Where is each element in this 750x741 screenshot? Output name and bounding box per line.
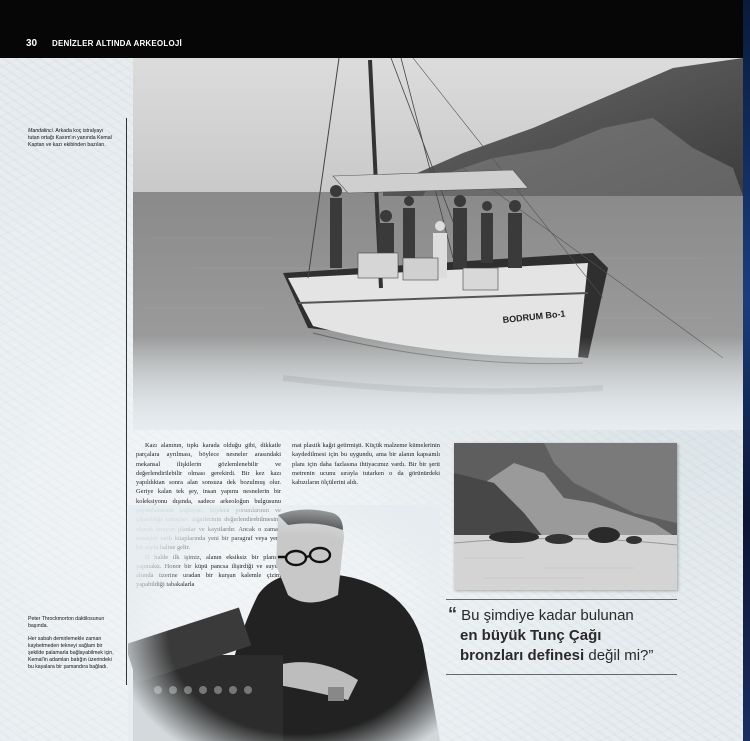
quote-rule-bottom xyxy=(446,674,677,675)
quote-rule-top xyxy=(446,599,677,600)
quote-line-3-bold: bronzları definesi xyxy=(460,647,585,664)
section-title: DENİZLER ALTINDA ARKEOLOJİ xyxy=(52,39,182,48)
quote-line-3-rest: değil mi?” xyxy=(584,647,654,664)
quote-line-3 xyxy=(448,646,688,666)
boat-photograph xyxy=(133,58,743,430)
page-number: 30 xyxy=(26,38,38,49)
body-column-2 xyxy=(292,441,440,487)
typist-photograph xyxy=(128,505,440,741)
pull-quote xyxy=(448,604,688,666)
page-header xyxy=(0,0,743,58)
margin-rule xyxy=(126,118,127,685)
caption-lead: Mandalinci. xyxy=(28,128,55,134)
rocky-bay-photograph xyxy=(454,443,677,590)
body-paragraph: mat plastik kağıt getirmişti. Küçük malzeme kümelerinin kaydedilmesi için bu uygundu, ama bir alanın kapsamlı planı için daha fazlasına ihtiyacımız vardı. Bir bir şerit metrenin ucunu sırayla tutarken o da görünürdeki kabızıların ölçülerini aldı. xyxy=(292,442,440,487)
quote-line-2: en büyük Tunç Çağı xyxy=(460,627,602,644)
quote-open-mark: “ xyxy=(448,604,457,624)
body-paragraph: Kazı alanının, tıpkı karada olduğu gibi, dikkatle parçalara ayrılması, böylece nesneler arasındaki mekansal ilişkilerin gözlemlenebilir ve değerlendirilebilir olması gerekirdi. Bir kez kazı yapıldıktan sonra alan sonsuza dek bozulmuş olur. Geriye kalan tek şey, insan yapımı nesnelerin bir koleksiyonu dışında, sadece arkeoloğun bulgusunu xyxy=(136,442,281,505)
typist-photo-caption xyxy=(28,616,114,671)
caption-line-2: Her sabah demirlemekle zaman kaybetmeden tekneyi sağlam bir şekilde palamarla bağlayabilmek için, Kemal'in adamları batığın üzerindeki bu kayalara bir şamandıra bağladı. xyxy=(28,636,114,670)
caption-text: Arkada koç istralyayı tutan ortağı Kasım'ın yanında Kemal Kaptan ve kazı ekibinden bazıları. xyxy=(28,128,112,148)
quote-line-1 xyxy=(448,604,688,626)
boat-photo-caption xyxy=(28,128,114,149)
caption-line-1: Peter Throckmorton daktilosunun başında. xyxy=(28,616,105,629)
adjacent-page-edge xyxy=(743,0,750,741)
quote-line-1-text: Bu şimdiye kadar bulunan xyxy=(461,607,634,624)
